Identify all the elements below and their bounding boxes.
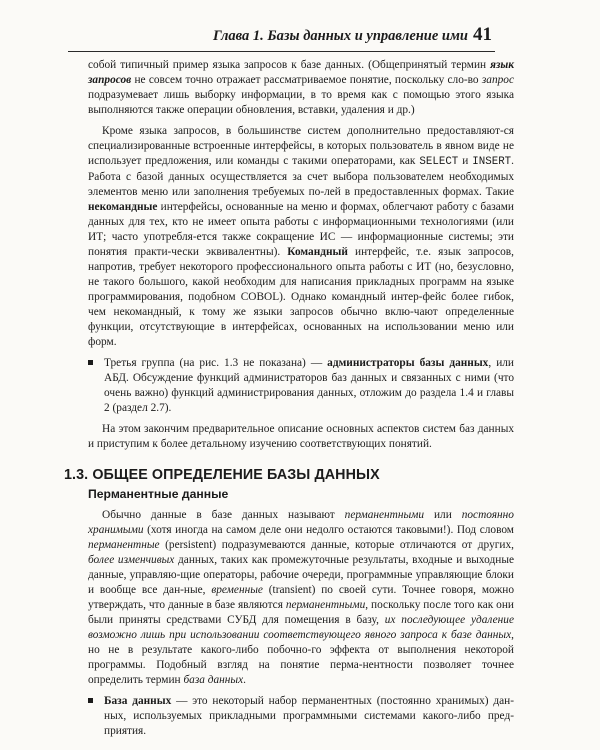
bullet-item-dba: Третья группа (на рис. 1.3 не показана) — администраторы базы данных, или АБД. Обсуждение функций администраторов баз данных и связанных с ними (что очень важно) функций администрирования данных, отложим до раздела 1.4 и главы 2 (раздел 2.7). xyxy=(88,356,514,416)
bullet-marker xyxy=(88,360,93,365)
bullet-item-database-definition: База данных — это некоторый набор перманентных (постоянно хранимых) дан-ных, используемых прикладными программными системами какого-либо пред-приятия. xyxy=(88,694,514,739)
subsection-heading: Перманентные данные xyxy=(88,487,229,501)
paragraph-continuation: собой типичный пример языка запросов к базе данных. (Общепринятый термин язык запросов не совсем точно отражает рассматриваемое понятие, поскольку сло-во запрос подразумевает лишь выборку информации, в то время как с помощью этого языка выполняются также операции обновления, вставки, удаления и др.) xyxy=(88,59,514,116)
paragraph-persistent-data: Обычно данные в базе данных называют перманентными или постоянно хранимыми (хотя иногда на самом деле они недолго остаются таковыми!). Под словом перманентные (persistent) подразумеваются данные, которые отличаются от других, более изменчивых данных, таких как промежуточные результаты, входные и выходные данные, управляю-щие операторы, рабочие очереди, программные управляющие блоки и вообще все дан-ные, временные (transient) по своей сути. Точнее говоря, можно утверждать, что данные в базе являются перманентными, поскольку после того как они были приняты средствами СУБД для помещения в базу, их последующее удаление возможно лишь при использовании соответствующего явного запроса к базе данных, но не в результате какого-либо побочно-го эффекта от выполнения некоторой программы. Подобный взгляд на понятие перма-нентности позволяет точнее определить термин база данных. xyxy=(88,509,515,686)
page-body xyxy=(64,58,515,745)
bullet-marker xyxy=(88,698,93,703)
header-rule xyxy=(68,51,495,52)
page-header xyxy=(0,20,600,54)
page-number: 41 xyxy=(473,24,492,45)
section-heading: 1.3. ОБЩЕЕ ОПРЕДЕЛЕНИЕ БАЗЫ ДАННЫХ xyxy=(64,467,380,483)
paragraph-conclusion: На этом закончим предварительное описание основных аспектов систем баз данных и приступим к более детальному изучению соответствующих понятий. xyxy=(88,423,514,450)
chapter-title: Глава 1. Базы данных и управление ими xyxy=(213,28,468,44)
paragraph-interfaces: Кроме языка запросов, в большинстве систем дополнительно предоставляют-ся специализированные встроенные интерфейсы, в которых пользователь в явном виде не использует предложения, или команды с такими операторами, как SELECT и INSERT. Работа с базой данных осуществляется за счет выбора пользователем необходимых элементов меню или заполнения требуемых по-лей в предоставленных формах. Такие некомандные интерфейсы, основанные на меню и формах, облегчают работу с базами данных для тех, кто не имеет опыта работы с информационными технологиями (или ИТ; часто употребля-ется также сокращение ИС — информационные системы; эти понятия практи-чески эквивалентны). Командный интерфейс, т.е. язык запросов, напротив, требует некоторого профессионального опыта работы с ИТ (но, безусловно, не такого большого, какой необходим для написания прикладных программ на языке программирования, подобном COBOL). Однако командный интер-фейс более гибок, чем некомандный, к тому же языки запросов обычно вклю-чают определенные функции, отсутствующие в интерфейсах, основанных на использовании меню или форм. xyxy=(88,125,515,348)
